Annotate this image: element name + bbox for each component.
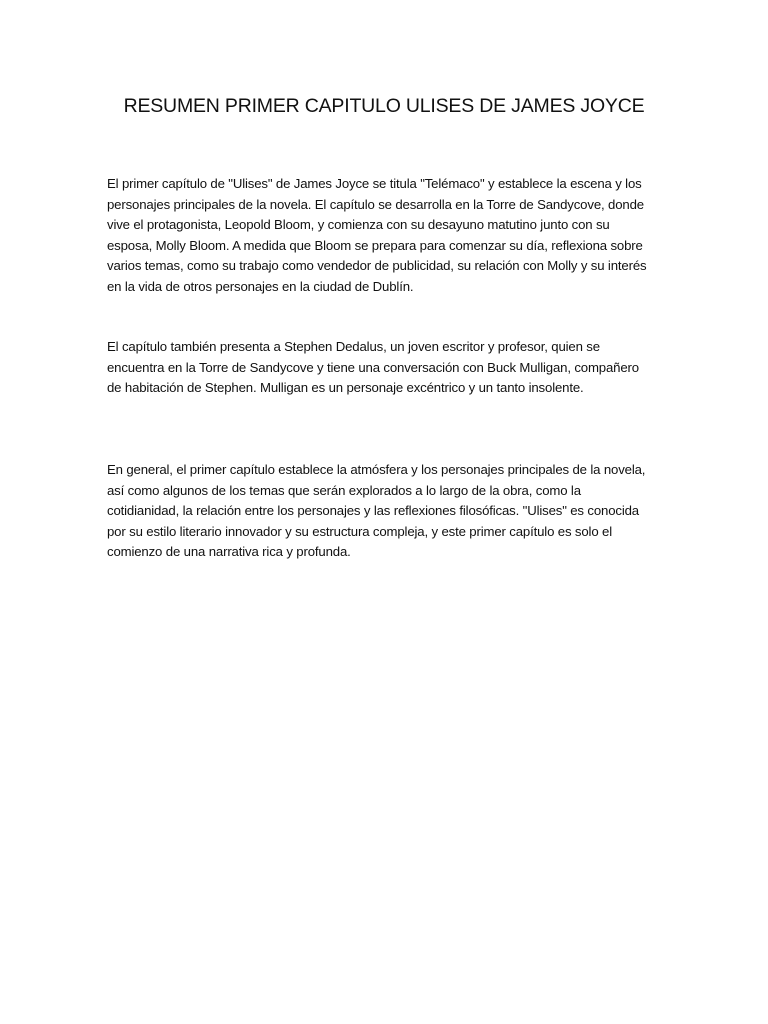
paragraph-1: El primer capítulo de "Ulises" de James Joyce se titula "Telémaco" y establece la escena y los personajes principales de la novela. El capítulo se desarrolla en la Torre de Sandycove, donde vive el protagonista, Leopold Bloom, y comienza con su desayuno matutino junto con su esposa, Molly Bloom. A medida que Bloom se prepara para comenzar su día, reflexiona sobre varios temas, como su trabajo como vendedor de publicidad, su relación con Molly y su interés en la vida de otros personajes en la ciudad de Dublín. — [107, 176, 647, 294]
paragraph-2: El capítulo también presenta a Stephen Dedalus, un joven escritor y profesor, quien se encuentra en la Torre de Sandycove y tiene una conversación con Buck Mulligan, compañero de habitación de Stephen. Mulligan es un personaje excéntrico y un tanto insolente. — [107, 339, 639, 396]
document-title: RESUMEN PRIMER CAPITULO ULISES DE JAMES JOYCE — [123, 95, 645, 117]
paragraph-3: En general, el primer capítulo establece la atmósfera y los personajes principales de la novela, así como algunos de los temas que serán explorados a lo largo de la obra, como la cotidianidad, la relación entre los personajes y las reflexiones filosóficas. "Ulises" es conocida por su estilo literario innovador y su estructura compleja, y este primer capítulo es solo el comienzo de una narrativa rica y profunda. — [107, 462, 646, 560]
